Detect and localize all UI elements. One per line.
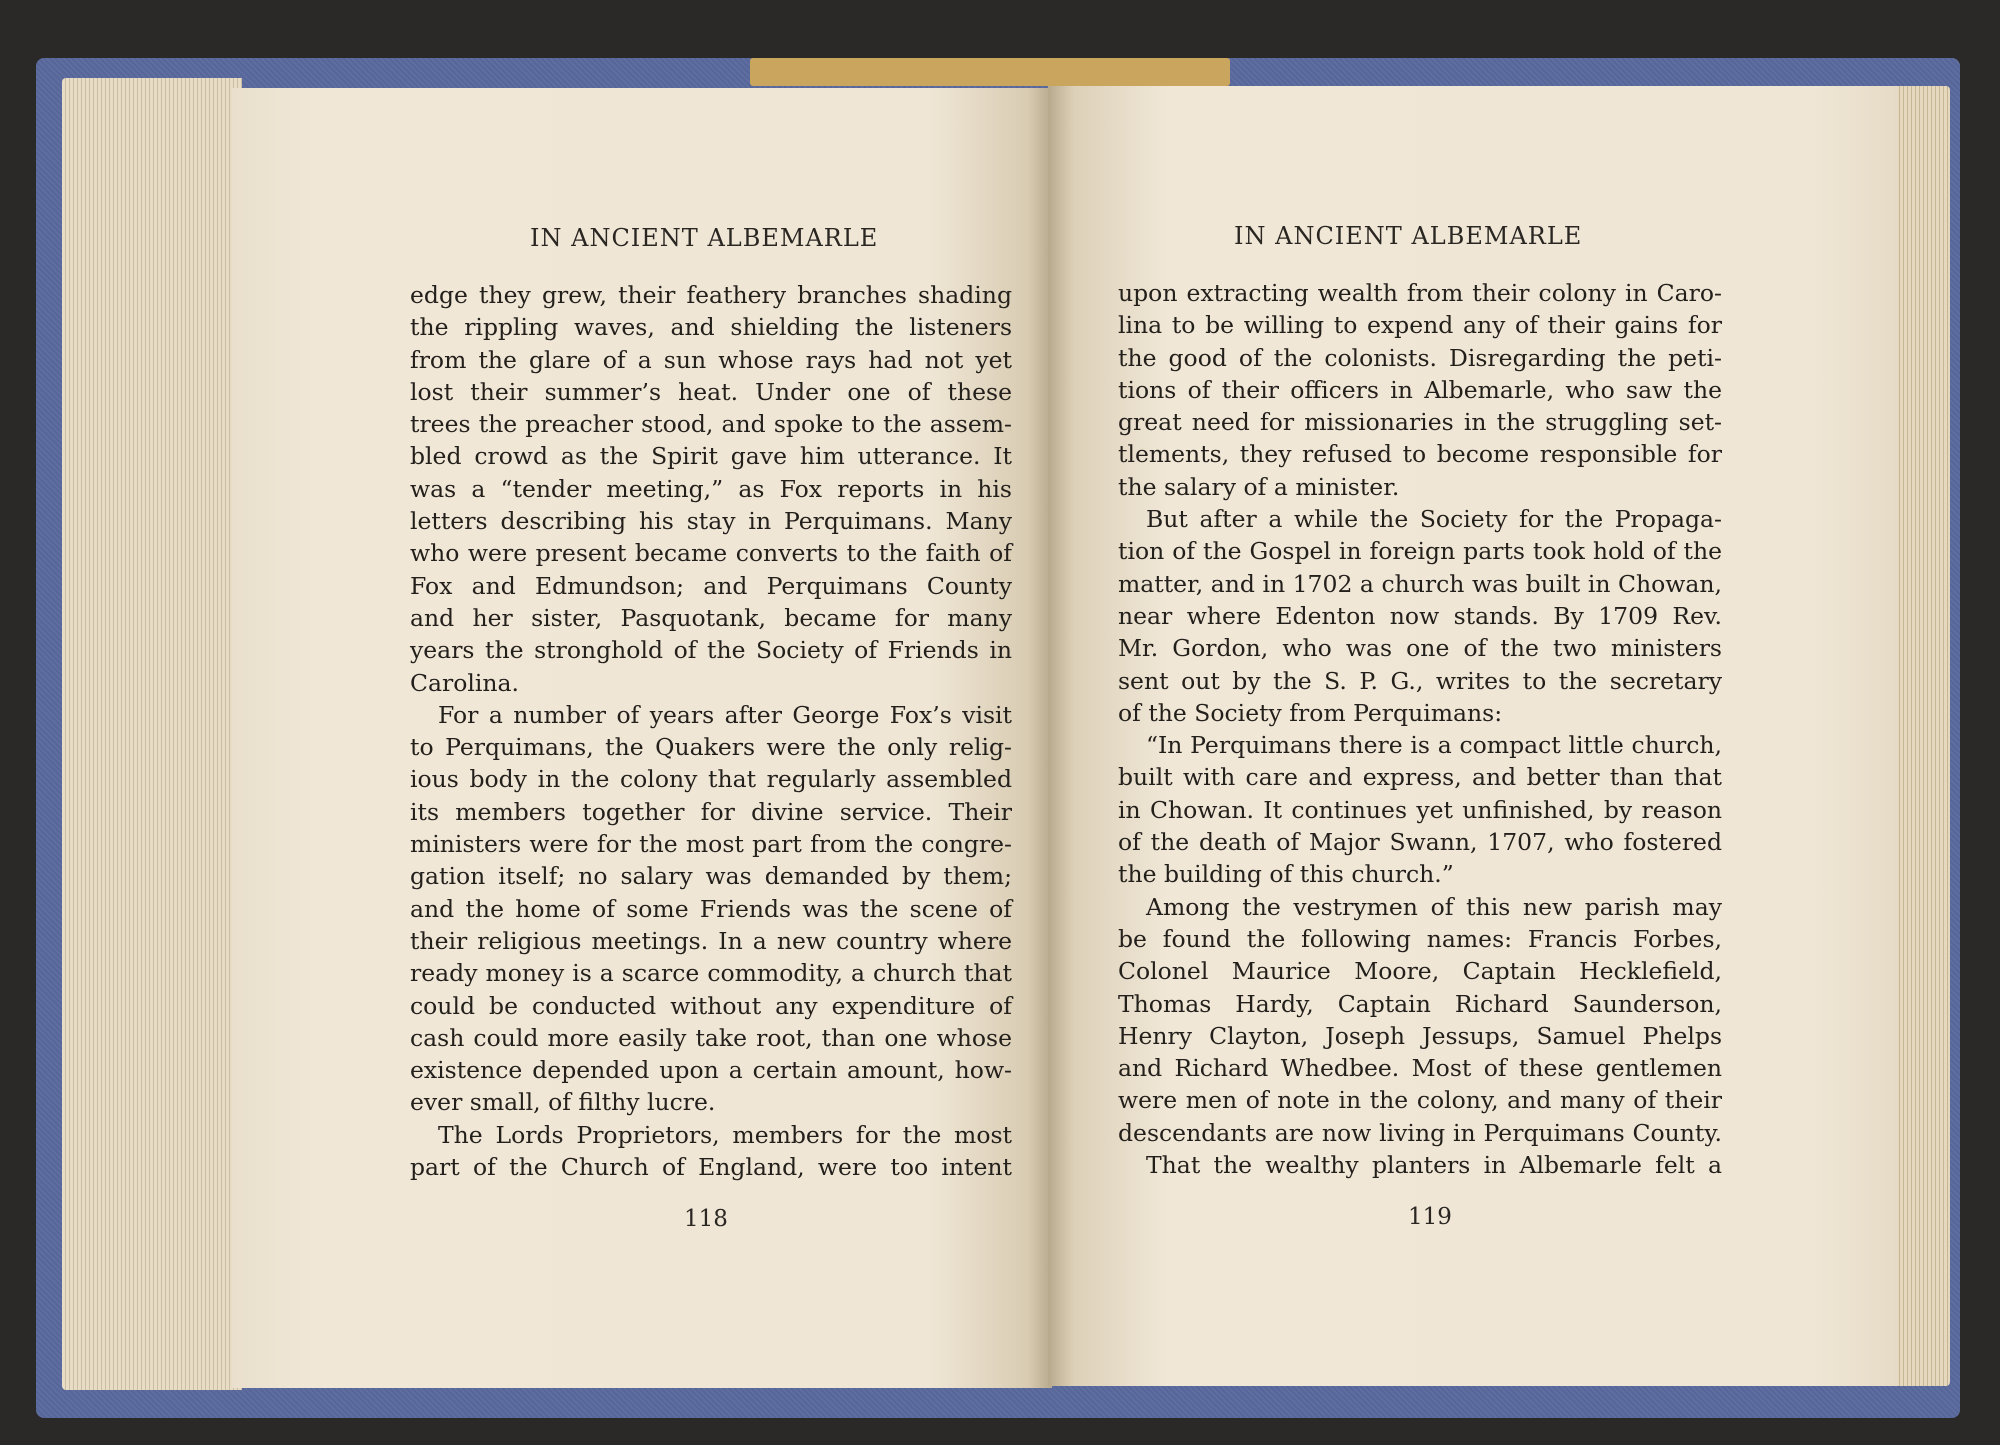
text-line: Henry Clayton, Joseph Jessups, Samuel Phelps [1118, 1021, 1722, 1050]
text-line: tion of the Gospel in foreign parts took hold of the [1118, 537, 1722, 566]
text-line: Thomas Hardy, Captain Richard Saunderson, [1118, 989, 1722, 1018]
text-line: existence depended upon a certain amount, how- [410, 1056, 1012, 1085]
text-line: their religious meetings. In a new country where [410, 926, 1012, 955]
text-line: edge they grew, their feathery branches shading [410, 281, 1012, 309]
text-line: the salary of a minister. [1118, 472, 1400, 501]
right-page [1048, 86, 1898, 1386]
text-line: from the glare of a sun whose rays had not yet [410, 345, 1012, 374]
text-line: be found the following names: Francis Forbes, [1118, 924, 1722, 953]
running-head: IN ANCIENT ALBEMARLE [1234, 222, 1583, 250]
text-line: That the wealthy planters in Albemarle felt a [1146, 1151, 1722, 1180]
text-line: of the death of Major Swann, 1707, who fostered [1118, 828, 1722, 857]
text-line: Colonel Maurice Moore, Captain Hecklefield, [1118, 957, 1722, 986]
text-line: upon extracting wealth from their colony in Caro- [1118, 279, 1722, 307]
text-line: and Richard Whedbee. Most of these gentlemen [1118, 1054, 1722, 1083]
text-line: the rippling waves, and shielding the listeners [410, 313, 1012, 342]
text-line: Fox and Edmundson; and Perquimans County [410, 571, 1012, 600]
page-edges-left [62, 78, 242, 1390]
text-line: ever small, of filthy lucre. [410, 1088, 716, 1117]
text-line: The Lords Proprietors, members for the most [438, 1120, 1012, 1149]
text-line: who were present became converts to the faith of [410, 539, 1012, 568]
text-line: ministers were for the most part from the congre- [410, 830, 1012, 859]
text-line: lina to be willing to expend any of their gains for [1118, 311, 1722, 340]
text-line: the good of the colonists. Disregarding the peti- [1118, 343, 1722, 372]
text-line: Mr. Gordon, who was one of the two ministers [1118, 634, 1722, 663]
text-line: built with care and express, and better than that [1118, 763, 1722, 792]
text-line: great need for missionaries in the struggling set- [1118, 408, 1722, 437]
text-line: part of the Church of England, were too intent [410, 1153, 1012, 1182]
text-line: ious body in the colony that regularly assembled [410, 765, 1012, 794]
page-text [1118, 277, 1722, 1181]
text-line: tions of their officers in Albemarle, who saw the [1118, 375, 1722, 404]
text-line: sent out by the S. P. G., writes to the secretary [1118, 666, 1722, 695]
page-number: 119 [1408, 1204, 1452, 1230]
text-line: in Chowan. It continues yet unfinished, by reason [1118, 795, 1722, 824]
text-line: were men of note in the colony, and many of their [1118, 1086, 1722, 1115]
page-number: 118 [684, 1206, 728, 1232]
text-line: For a number of years after George Fox’s visit [438, 700, 1012, 729]
spine-binding [750, 58, 1230, 86]
text-line: gation itself; no salary was demanded by them; [410, 862, 1012, 891]
text-line: trees the preacher stood, and spoke to the assem- [410, 410, 1012, 439]
text-line: lost their summer’s heat. Under one of these [410, 377, 1012, 406]
text-line: and the home of some Friends was the scene of [410, 894, 1012, 923]
text-line: of the Society from Perquimans: [1118, 698, 1503, 727]
text-line: the building of this church.” [1118, 860, 1454, 889]
text-line: near where Edenton now stands. By 1709 Rev. [1118, 601, 1722, 630]
text-line: letters describing his stay in Perquimans. Many [410, 507, 1012, 536]
page-text [410, 279, 1012, 1183]
text-line: “In Perquimans there is a compact little church, [1146, 731, 1722, 760]
text-line: years the stronghold of the Society of Friends in [410, 636, 1012, 665]
text-line: to Perquimans, the Quakers were the only relig- [410, 733, 1012, 762]
text-line: its members together for divine service. Their [410, 797, 1012, 826]
text-line: cash could more easily take root, than one whose [410, 1023, 1012, 1052]
text-line: tlements, they refused to become responsible for [1118, 440, 1722, 469]
text-line: and her sister, Pasquotank, became for many [410, 603, 1012, 632]
text-line: could be conducted without any expenditure of [410, 991, 1012, 1020]
text-line: bled crowd as the Spirit gave him utterance. It [410, 442, 1012, 471]
text-line: matter, and in 1702 a church was built in Chowan, [1118, 569, 1722, 598]
text-line: Among the vestrymen of this new parish may [1146, 892, 1722, 921]
text-line: But after a while the Society for the Propaga- [1146, 505, 1722, 534]
text-line: Carolina. [410, 668, 520, 697]
text-line: was a “tender meeting,” as Fox reports in his [410, 474, 1012, 503]
left-page [232, 88, 1052, 1388]
text-line: ready money is a scarce commodity, a church that [410, 959, 1012, 988]
text-line: descendants are now living in Perquimans County. [1118, 1118, 1722, 1147]
running-head: IN ANCIENT ALBEMARLE [530, 224, 879, 252]
